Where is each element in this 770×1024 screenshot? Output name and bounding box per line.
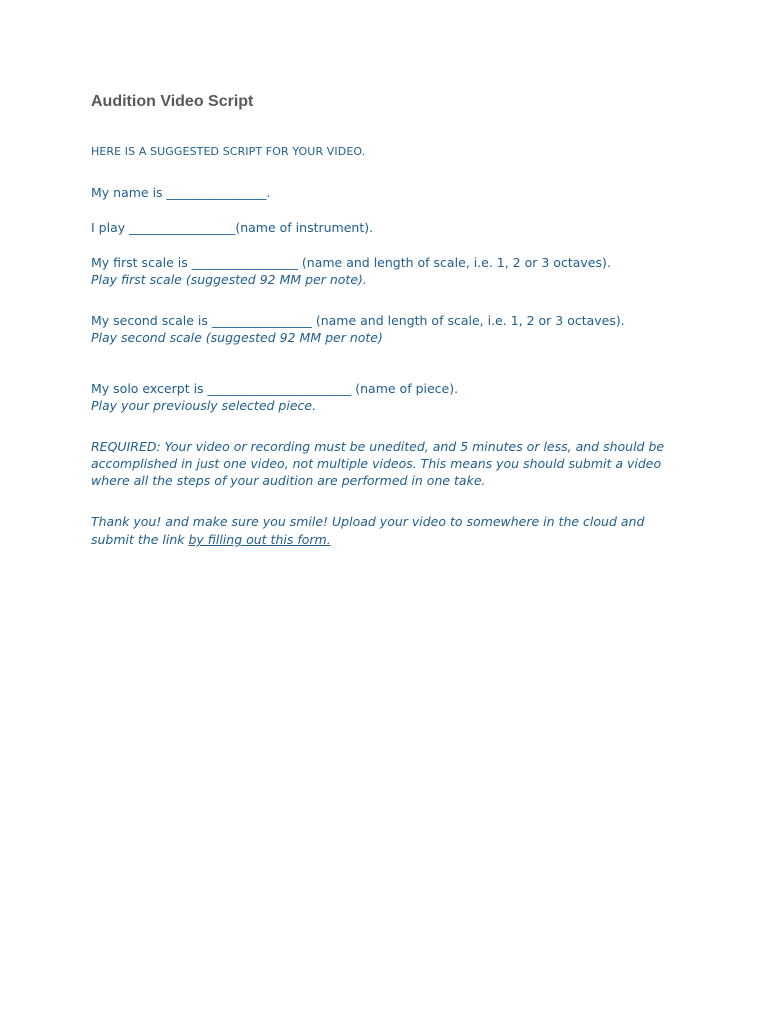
second-scale-note: Play second scale (suggested 92 MM per note)	[91, 330, 383, 345]
required-line-2: accomplished in just one video, not multiple videos. This means you should submit a video	[91, 456, 662, 471]
second-scale-line: My second scale is ________________ (name and length of scale, i.e. 1, 2 or 3 octaves).	[91, 313, 625, 328]
thanks-line-2-text: submit the link	[91, 532, 189, 547]
required-line-3: where all the steps of your audition are performed in one take.	[91, 473, 486, 488]
first-scale-line: My first scale is _________________ (name and length of scale, i.e. 1, 2 or 3 octaves).	[91, 255, 611, 270]
required-line-1: REQUIRED: Your video or recording must be unedited, and 5 minutes or less, and should be	[91, 439, 665, 454]
first-scale-note: Play first scale (suggested 92 MM per note).	[91, 272, 367, 287]
solo-excerpt-line: My solo excerpt is _______________________ (name of piece).	[91, 381, 459, 396]
form-link[interactable]: by filling out this form.	[188, 532, 331, 547]
instrument-line: I play _________________(name of instrument).	[91, 220, 374, 235]
page-title: Audition Video Script	[91, 93, 254, 110]
thanks-line-1: Thank you! and make sure you smile! Upload your video to somewhere in the cloud and	[91, 514, 645, 529]
thanks-line-2	[91, 531, 331, 549]
script-subheading: HERE IS A SUGGESTED SCRIPT FOR YOUR VIDEO.	[91, 145, 366, 158]
name-line: My name is ________________.	[91, 185, 271, 200]
solo-excerpt-note: Play your previously selected piece.	[91, 398, 317, 413]
